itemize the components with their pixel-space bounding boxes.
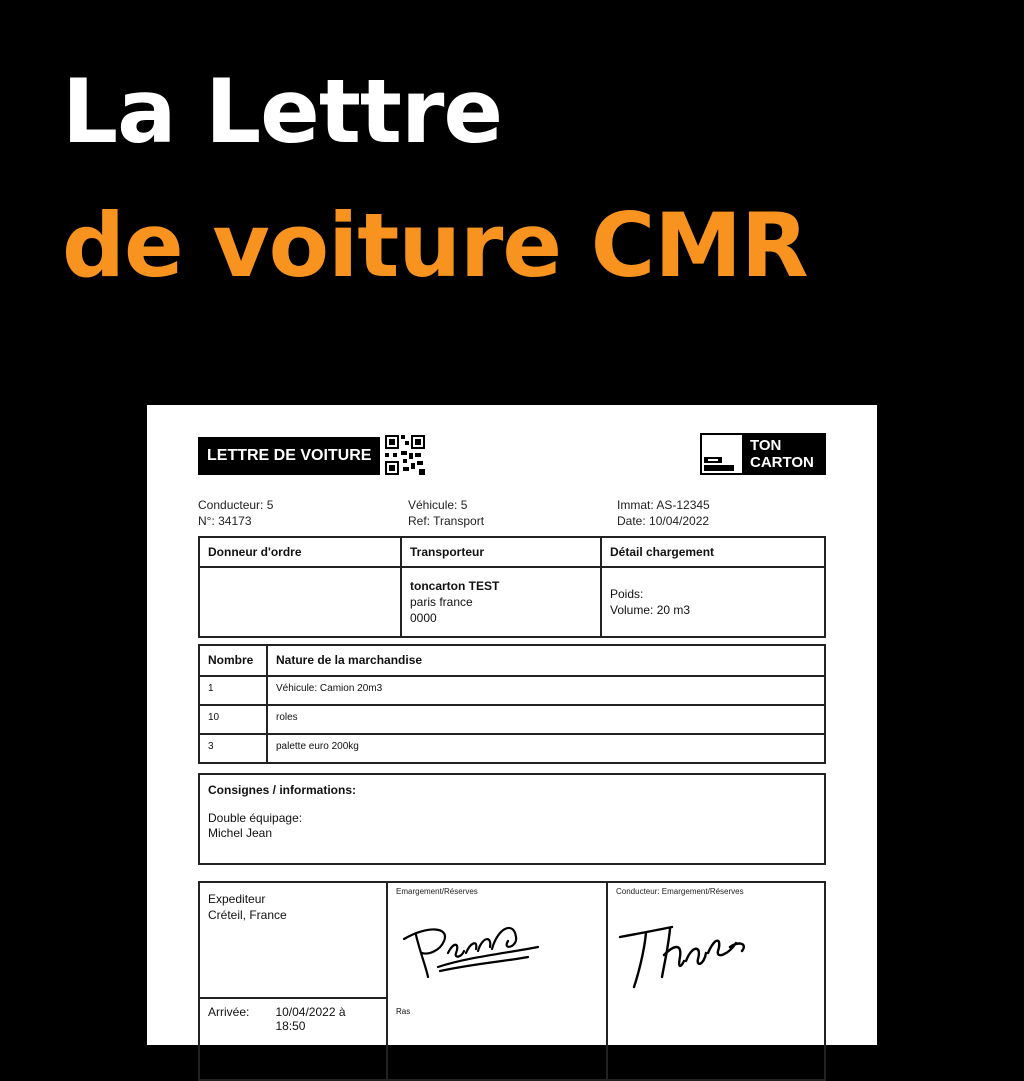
header-nature: Nature de la marchandise (267, 645, 825, 676)
transporteur-address: paris france (410, 595, 473, 609)
table-row (199, 676, 825, 705)
qr-code-icon (385, 435, 425, 475)
goods-qty: 3 (199, 734, 267, 763)
arrivee-value: 10/04/2022 à 18:50 (275, 1005, 346, 1033)
expediteur-place: Créteil, France (208, 908, 287, 922)
date-field: Date: 10/04/2022 (617, 514, 710, 528)
conducteur-column (608, 883, 824, 1079)
emargement-column (388, 883, 608, 1079)
goods-qty: 1 (199, 676, 267, 705)
conducteur-signature (612, 905, 772, 995)
header-nombre: Nombre (199, 645, 267, 676)
goods-nature: roles (267, 705, 825, 734)
consignes-line-2: Michel Jean (208, 826, 273, 840)
logo-text-line1: TON (750, 437, 782, 454)
cmr-document (147, 405, 877, 1045)
transporteur-cell (401, 567, 601, 637)
poids-field: Poids: (610, 587, 644, 601)
header-donneur: Donneur d'ordre (199, 537, 401, 567)
consignes-box (198, 773, 826, 865)
arrivee-row (200, 997, 386, 1039)
consignes-title: Consignes / informations: (208, 783, 357, 797)
volume-field: Volume: 20 m3 (610, 603, 691, 617)
immat-field: Immat: AS-12345 (617, 498, 710, 512)
document-title: LETTRE DE VOITURE (198, 437, 380, 475)
expediteur-label: Expediteur (208, 892, 266, 906)
table-row (199, 705, 825, 734)
consignes-line-1: Double équipage: (208, 811, 303, 825)
goods-table (198, 644, 826, 764)
expediteur-column (200, 883, 388, 1079)
goods-qty: 10 (199, 705, 267, 734)
chargement-cell (601, 567, 825, 637)
header-chargement: Détail chargement (601, 537, 825, 567)
arrivee-label: Arrivée: (208, 1005, 250, 1019)
ref-field: Ref: Transport (408, 514, 485, 528)
numero-field: N°: 34173 (198, 514, 252, 528)
header-transporteur: Transporteur (401, 537, 601, 567)
toncarton-logo (700, 433, 826, 475)
reserves-value: Ras (396, 1007, 411, 1016)
emargement-label: Emargement/Réserves (396, 887, 478, 896)
signatures-section (198, 881, 826, 1081)
goods-nature: Véhicule: Camion 20m3 (267, 676, 825, 705)
headline-subtitle: de voiture CMR (62, 194, 808, 297)
headline-title: La Lettre (62, 60, 503, 163)
transporteur-code: 0000 (410, 611, 437, 625)
conducteur-field: Conducteur: 5 (198, 498, 274, 512)
conducteur-label: Conducteur: Emargement/Réserves (616, 887, 744, 896)
expediteur-signature (398, 907, 538, 987)
parties-table (198, 536, 826, 638)
goods-nature: palette euro 200kg (267, 734, 825, 763)
table-row (199, 734, 825, 763)
logo-text-line2: CARTON (750, 454, 814, 471)
logo-mark-icon (702, 435, 744, 473)
vehicule-field: Véhicule: 5 (408, 498, 468, 512)
transporteur-name: toncarton TEST (410, 579, 500, 593)
donneur-cell (199, 567, 401, 637)
